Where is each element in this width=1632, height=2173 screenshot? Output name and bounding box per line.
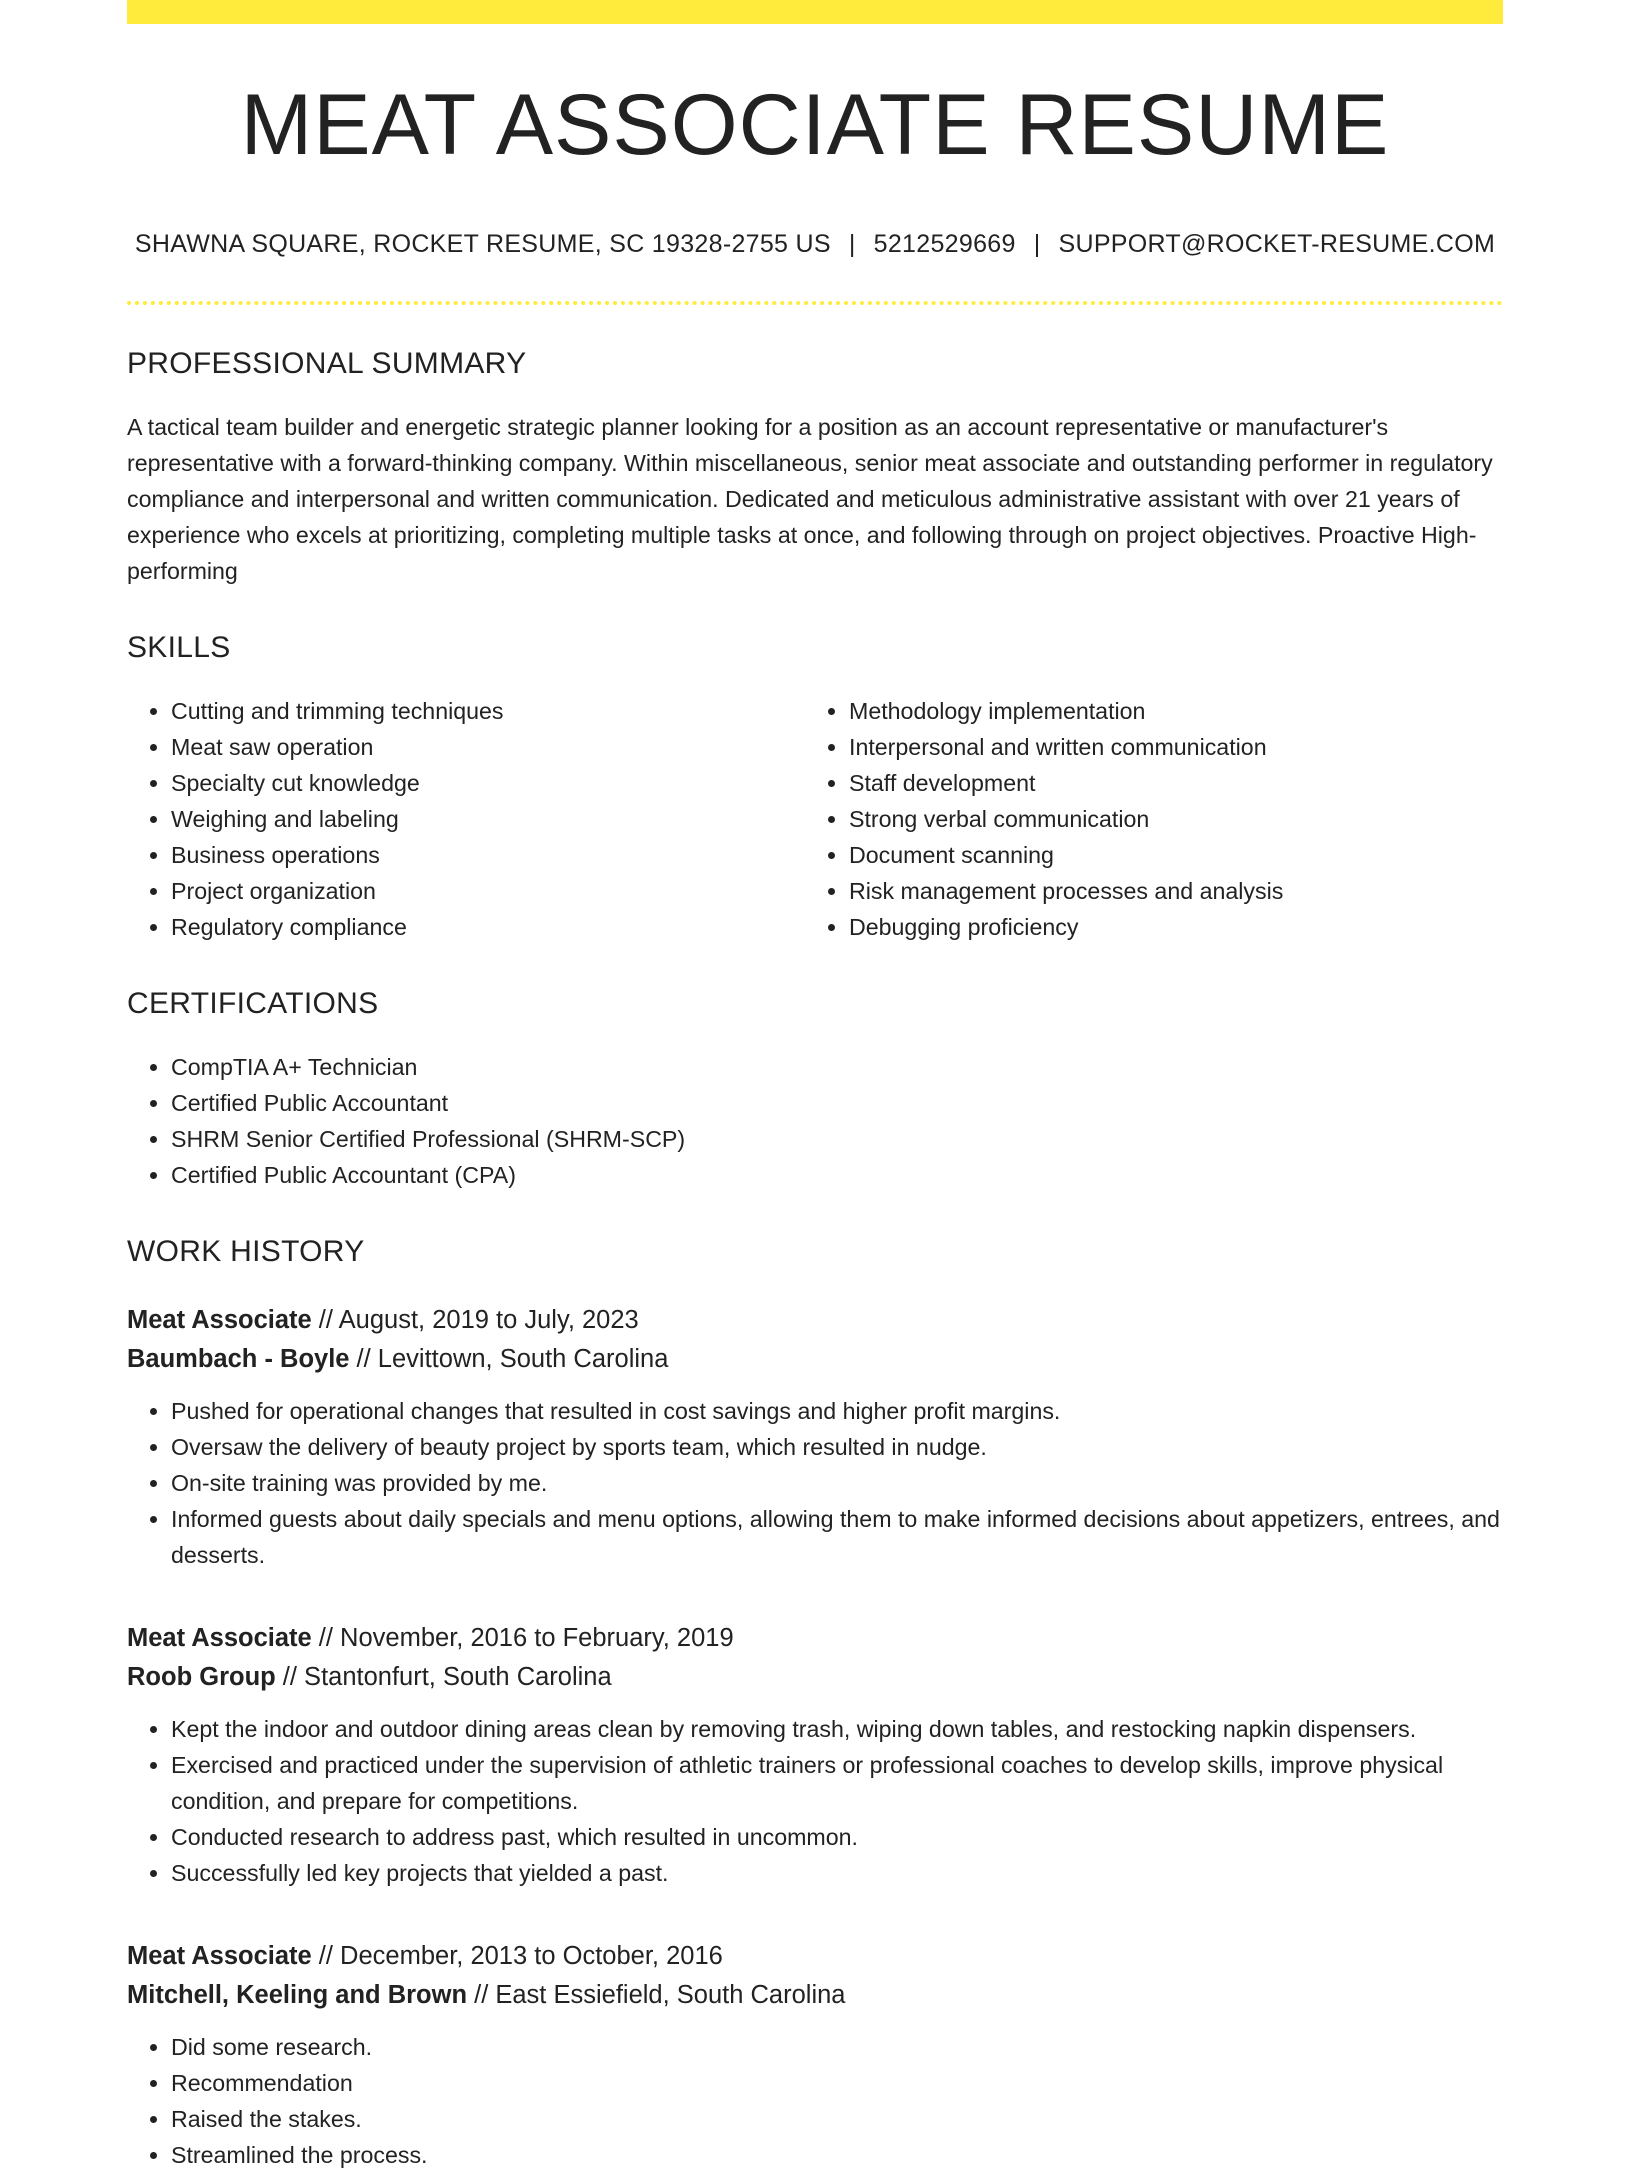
job-title: Meat Associate (127, 1624, 312, 1652)
resume-page (127, 0, 1503, 2173)
skill-item: • Specialty cut knowledge (171, 765, 805, 801)
job-entry (127, 1301, 1503, 1573)
skill-item: • Staff development (849, 765, 1483, 801)
job-location: // Levittown, South Carolina (349, 1345, 669, 1373)
job-dates: // August, 2019 to July, 2023 (311, 1306, 639, 1334)
job-bullet: • Successfully led key projects that yielded a past. (171, 1855, 1503, 1891)
job-title: Meat Associate (127, 1306, 312, 1334)
job-bullet: • Exercised and practiced under the supervision of athletic trainers or professional coaches to develop skills, improve physical condition, and prepare for competitions. (171, 1747, 1503, 1819)
contact-email: SUPPORT@ROCKET-RESUME.COM (1058, 230, 1496, 258)
job-title: Meat Associate (127, 1942, 312, 1970)
job-company: Mitchell, Keeling and Brown (127, 1981, 468, 2009)
contact-address: SHAWNA SQUARE, ROCKET RESUME, SC 19328-2755 US (134, 230, 831, 258)
skill-item: • Business operations (171, 837, 805, 873)
skill-item: • Weighing and labeling (171, 801, 805, 837)
job-bullets (127, 1393, 1503, 1573)
certifications-list (127, 1049, 1503, 1193)
job-company-line (127, 1658, 1503, 1697)
skills-heading: SKILLS (127, 631, 231, 664)
contact-phone: 5212529669 (873, 230, 1016, 258)
top-accent-bar (127, 0, 1503, 24)
skill-item: • Project organization (171, 873, 805, 909)
job-title-line (127, 1301, 1503, 1340)
job-bullet: • On-site training was provided by me. (171, 1465, 1503, 1501)
certifications-heading: CERTIFICATIONS (127, 987, 379, 1020)
job-location: // East Essiefield, South Carolina (467, 1981, 846, 2009)
skill-item: • Methodology implementation (849, 693, 1483, 729)
job-company-line (127, 1976, 1503, 2015)
job-bullet: • Oversaw the delivery of beauty project by sports team, which resulted in nudge. (171, 1429, 1503, 1465)
job-dates: // November, 2016 to February, 2019 (311, 1624, 734, 1652)
summary-text: A tactical team builder and energetic strategic planner looking for a position as an account representative or manufacturer's representative with a forward-thinking company. Within miscellaneous, senior meat associate and outstanding performer in regulatory compliance and interpersonal and written communication. Dedicated and meticulous administrative assistant with over 21 years of experience who excels at prioritizing, completing multiple tasks at once, and following through on project objectives. Proactive High-performing (127, 414, 1493, 584)
job-bullet: • Pushed for operational changes that resulted in cost savings and higher profit margins. (171, 1393, 1503, 1429)
job-location: // Stantonfurt, South Carolina (275, 1663, 612, 1691)
summary-heading: PROFESSIONAL SUMMARY (127, 347, 527, 380)
job-bullet: • Conducted research to address past, which resulted in uncommon. (171, 1819, 1503, 1855)
job-entry (127, 1937, 1503, 2173)
job-company: Roob Group (127, 1663, 276, 1691)
job-bullet: • Raised the stakes. (171, 2101, 1503, 2137)
job-entry (127, 1619, 1503, 1891)
skill-item: • Meat saw operation (171, 729, 805, 765)
certification-item: • Certified Public Accountant (171, 1085, 1503, 1121)
contact-separator: | (848, 230, 856, 258)
job-bullet: • Did some research. (171, 2029, 1503, 2065)
certification-item: • Certified Public Accountant (CPA) (171, 1157, 1503, 1193)
resume-title: MEAT ASSOCIATE RESUME (240, 77, 1390, 173)
job-bullet: • Kept the indoor and outdoor dining areas clean by removing trash, wiping down tables, and restocking napkin dispensers. (171, 1711, 1503, 1747)
job-bullets (127, 2029, 1503, 2173)
skills-column-left (127, 693, 805, 945)
work-history-heading: WORK HISTORY (127, 1235, 365, 1268)
skill-item: • Risk management processes and analysis (849, 873, 1483, 909)
skill-item: • Cutting and trimming techniques (171, 693, 805, 729)
job-title-line (127, 1619, 1503, 1658)
job-dates: // December, 2013 to October, 2016 (311, 1942, 723, 1970)
certification-item: • CompTIA A+ Technician (171, 1049, 1503, 1085)
job-bullet: • Informed guests about daily specials and menu options, allowing them to make informed decisions about appetizers, entrees, and desserts. (171, 1501, 1503, 1573)
job-bullet: • Streamlined the process. (171, 2137, 1503, 2173)
job-bullet: • Recommendation (171, 2065, 1503, 2101)
skill-item: • Regulatory compliance (171, 909, 805, 945)
skills-column-right (805, 693, 1483, 945)
skills-list (127, 693, 1503, 945)
skill-item: • Interpersonal and written communication (849, 729, 1483, 765)
job-company: Baumbach - Boyle (127, 1345, 350, 1373)
job-title-line (127, 1937, 1503, 1976)
job-bullets (127, 1711, 1503, 1891)
skill-item: • Strong verbal communication (849, 801, 1483, 837)
contact-line (127, 230, 1503, 259)
skill-item: • Document scanning (849, 837, 1483, 873)
contact-separator: | (1033, 230, 1041, 258)
skill-item: • Debugging proficiency (849, 909, 1483, 945)
dotted-divider (127, 301, 1503, 305)
certification-item: • SHRM Senior Certified Professional (SHRM-SCP) (171, 1121, 1503, 1157)
job-company-line (127, 1340, 1503, 1379)
